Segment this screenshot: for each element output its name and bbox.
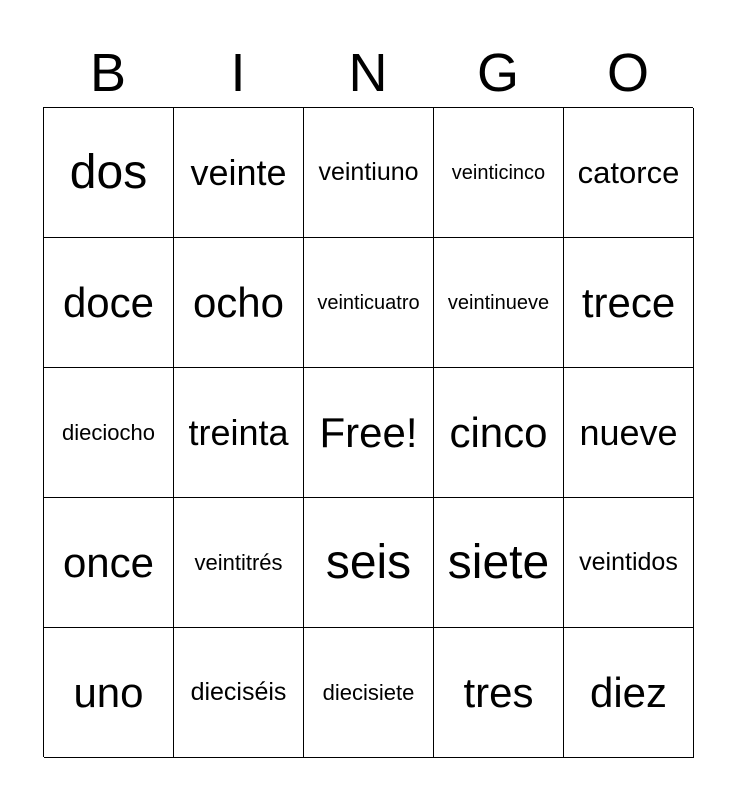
header-letter-g: G bbox=[476, 43, 519, 103]
bingo-cell: dos bbox=[44, 108, 174, 238]
bingo-cell: doce bbox=[44, 238, 174, 368]
bingo-header bbox=[43, 40, 693, 106]
bingo-cell: veintiuno bbox=[304, 108, 434, 238]
bingo-cell: trece bbox=[564, 238, 694, 368]
header-letter-o: O bbox=[606, 43, 649, 103]
bingo-cell: diez bbox=[564, 628, 694, 758]
bingo-cell: nueve bbox=[564, 368, 694, 498]
bingo-cell: catorce bbox=[564, 108, 694, 238]
bingo-cell: seis bbox=[304, 498, 434, 628]
bingo-cell: veintinueve bbox=[434, 238, 564, 368]
bingo-cell: veintidos bbox=[564, 498, 694, 628]
header-letter-i: I bbox=[230, 43, 246, 103]
header-letter-b: B bbox=[89, 43, 127, 103]
bingo-cell: ocho bbox=[174, 238, 304, 368]
bingo-cell: dieciséis bbox=[174, 628, 304, 758]
bingo-cell: cinco bbox=[434, 368, 564, 498]
bingo-cell: treinta bbox=[174, 368, 304, 498]
bingo-cell: veintitrés bbox=[174, 498, 304, 628]
bingo-cell: siete bbox=[434, 498, 564, 628]
header-letter-n: N bbox=[348, 43, 388, 103]
bingo-cell: veinticuatro bbox=[304, 238, 434, 368]
bingo-cell: veinticinco bbox=[434, 108, 564, 238]
bingo-cell: uno bbox=[44, 628, 174, 758]
bingo-cell: tres bbox=[434, 628, 564, 758]
bingo-cell: once bbox=[44, 498, 174, 628]
bingo-cell: dieciocho bbox=[44, 368, 174, 498]
bingo-board bbox=[43, 107, 693, 757]
free-space-cell: Free! bbox=[304, 368, 434, 498]
bingo-cell: veinte bbox=[174, 108, 304, 238]
bingo-cell: diecisiete bbox=[304, 628, 434, 758]
